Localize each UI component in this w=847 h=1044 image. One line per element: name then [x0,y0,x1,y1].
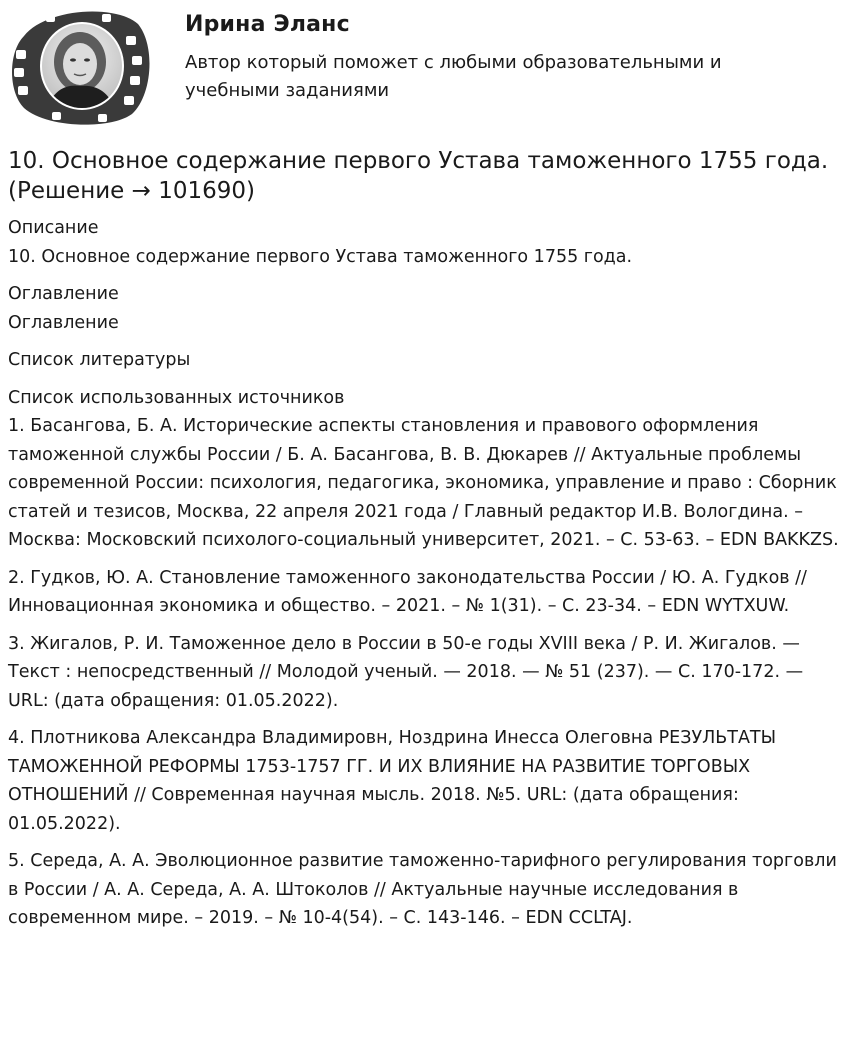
author-avatar[interactable] [6,6,152,126]
author-description: Автор который поможет с любыми образовательными и учебными заданиями [185,52,722,101]
toc-section [8,280,840,337]
sources-heading: Список использованных источников [8,387,345,408]
author-header [0,0,847,130]
literature-section [8,346,840,375]
document-title: 10. Основное содержание первого Устава таможенного 1755 года. (Решение → 101690) [8,148,829,204]
toc-heading: Оглавление [8,284,119,304]
document-content [8,146,840,942]
description-text: 10. Основное содержание первого Устава таможенного 1755 года. [8,246,633,267]
description-heading: Описание [8,218,99,238]
description-section [8,214,840,271]
reference-item: 2. Гудков, Ю. А. Становление таможенного законодательства России / Ю. А. Гудков // Инновационная экономика и общество. – 2021. – № 1(31). – С. 23-34. – EDN WYTXUW. [8,567,807,616]
reference-item: 4. Плотникова Александра Владимировн, Ноздрина Инесса Олеговна РЕЗУЛЬТАТЫ ТАМОЖЕННОЙ РЕФОРМЫ 1753-1757 ГГ. И ИХ ВЛИЯНИЕ НА РАЗВИТИЕ ТОРГОВЫХ ОТНОШЕНИЙ // Современная научная мысль. 2018. №5. URL: (дата обращения: 01.05.2022). [8,728,777,834]
sources-section [8,384,840,413]
reference-item: 1. Басангова, Б. А. Исторические аспекты становления и правового оформления таможенной службы России / Б. А. Басангова, В. В. Дюкарев // Актуальные проблемы современной России: психология, педагогика, экономика, управление и право : Сборник статей и тезисов, Москва, 22 апреля 2021 года / Главный редактор И.В. Вологдина. – Москва: Московский психолого-социальный университет, 2021. – С. 53-63. – EDN BAKKZS. [8,416,839,550]
reference-item: 5. Середа, А. А. Эволюционное развитие таможенно-тарифного регулирования торговли в России / А. А. Середа, А. А. Штоколов // Актуальные научные исследования в современном мире. – 2019. – № 10-4(54). – С. 143-146. – EDN CCLTAJ. [8,851,837,928]
reference-item: 3. Жигалов, Р. И. Таможенное дело в России в 50-е годы XVIII века / Р. И. Жигалов. — Текст : непосредственный // Молодой ученый. — 2018. — № 51 (237). — С. 170-172. — URL: (дата обращения: 01.05.2022). [8,633,804,711]
toc-text: Оглавление [8,312,119,333]
literature-heading: Список литературы [8,350,191,370]
author-name[interactable]: Ирина Эланс [185,12,350,37]
film-frame-avatar-icon [6,6,152,126]
